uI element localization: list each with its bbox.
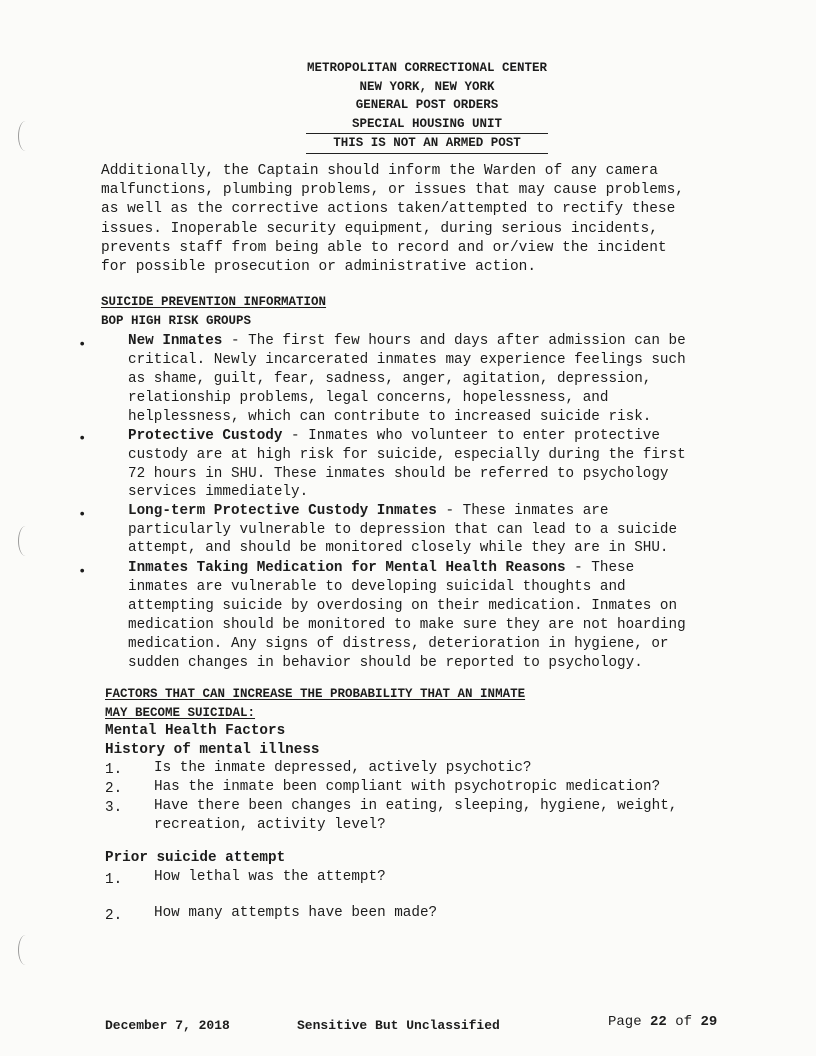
suicide-prevention-heading: SUICIDE PREVENTION INFORMATION: [101, 295, 327, 309]
risk-text-line: relationship problems, legal concerns, hopelessness, and: [128, 390, 609, 406]
punch-hole-mark: [18, 121, 33, 151]
risk-term: Protective Custody: [128, 428, 283, 444]
risk-text: - Inmates who volunteer to enter protective: [282, 428, 660, 444]
punch-hole-mark: [18, 935, 33, 965]
high-risk-groups-heading: BOP HIGH RISK GROUPS: [101, 314, 252, 328]
risk-item-new-inmates: [128, 333, 686, 349]
risk-term: New Inmates: [128, 333, 223, 349]
risk-text-line: medication. Any signs of distress, deterioration in hygiene, or: [128, 636, 669, 652]
question-number: 3.: [105, 800, 123, 816]
paragraph-line: Additionally, the Captain should inform the Warden of any camera: [101, 163, 658, 179]
risk-text-line: custody are at high risk for suicide, especially during the first: [128, 447, 686, 463]
risk-text-line: medication should be monitored to make sure they are not hoarding: [128, 617, 686, 633]
history-question: Have there been changes in eating, sleeping, hygiene, weight,: [154, 798, 678, 814]
bullet-marker: •: [78, 564, 87, 580]
paragraph-line: for possible prosecution or administrative action.: [101, 259, 537, 276]
header-rule: [306, 153, 548, 154]
risk-text-line: critical. Newly incarcerated inmates may experience feelings such: [128, 352, 686, 368]
paragraph-line: prevents staff from being able to record and or/view the incident: [101, 239, 667, 256]
header-line-facility: METROPOLITAN CORRECTIONAL CENTER: [306, 61, 548, 75]
risk-text-line: inmates are vulnerable to developing suicidal thoughts and: [128, 579, 626, 595]
footer-date: December 7, 2018: [105, 1018, 230, 1033]
question-number: 1.: [105, 762, 123, 778]
history-question-continued: recreation, activity level?: [154, 817, 386, 833]
page-prefix: Page: [608, 1014, 651, 1030]
risk-text-line: attempt, and should be monitored closely while they are in SHU.: [128, 540, 669, 556]
mental-health-factors-heading: Mental Health Factors: [105, 723, 286, 739]
risk-text-line: as shame, guilt, fear, sadness, anger, agitation, depression,: [128, 371, 652, 387]
prior-suicide-attempt-heading: Prior suicide attempt: [105, 850, 286, 866]
risk-text: - These: [565, 560, 635, 576]
prior-attempt-question: How many attempts have been made?: [154, 905, 438, 921]
paragraph-line: malfunctions, plumbing problems, or issues that may cause problems,: [101, 182, 684, 199]
risk-text: - The first few hours and days after admission can be: [222, 333, 686, 349]
punch-hole-mark: [18, 526, 33, 556]
header-line-location: NEW YORK, NEW YORK: [359, 79, 495, 94]
header-line-post-type: THIS IS NOT AN ARMED POST: [333, 136, 521, 150]
document-header: [200, 59, 654, 154]
prior-attempt-question: How lethal was the attempt?: [154, 869, 386, 885]
page-current: 22: [650, 1014, 667, 1030]
history-question: Has the inmate been compliant with psychotropic medication?: [154, 779, 661, 795]
question-number: 2.: [105, 908, 123, 924]
risk-text: - These inmates are: [436, 503, 609, 519]
intro-paragraph: [101, 162, 761, 277]
bullet-marker: •: [78, 507, 87, 523]
risk-term: Long-term Protective Custody Inmates: [128, 503, 437, 519]
header-line-orders: GENERAL POST ORDERS: [355, 98, 499, 112]
factors-heading: FACTORS THAT CAN INCREASE THE PROBABILITY THAT AN INMATE: [105, 687, 526, 701]
factors-heading-line2: MAY BECOME SUICIDAL:: [105, 706, 256, 720]
bullet-marker: •: [78, 431, 87, 447]
risk-text-line: services immediately.: [128, 484, 309, 500]
history-mental-illness-heading: History of mental illness: [105, 742, 320, 758]
bullet-marker: •: [78, 337, 87, 353]
question-number: 2.: [105, 781, 123, 797]
risk-item-medication: [128, 560, 634, 576]
risk-text-line: attempting suicide by overdosing on their medication. Inmates on: [128, 598, 678, 614]
risk-term: Inmates Taking Medication for Mental Health Reasons: [128, 560, 566, 576]
footer-classification: Sensitive But Unclassified: [297, 1018, 500, 1033]
header-line-unit: SPECIAL HOUSING UNIT: [351, 116, 503, 131]
risk-text-line: helplessness, which can contribute to increased suicide risk.: [128, 409, 652, 425]
paragraph-line: as well as the corrective actions taken/attempted to rectify these: [101, 201, 676, 218]
risk-text-line: particularly vulnerable to depression that can lead to a suicide: [128, 522, 678, 538]
footer-page-number: [608, 1014, 717, 1030]
question-number: 1.: [105, 872, 123, 888]
paragraph-line: issues. Inoperable security equipment, during serious incidents,: [101, 220, 658, 237]
page-total: 29: [700, 1014, 718, 1030]
risk-item-long-term-pc: [128, 503, 608, 519]
page-of: of: [666, 1014, 701, 1030]
risk-text-line: 72 hours in SHU. These inmates should be referred to psychology: [128, 466, 669, 482]
risk-item-protective-custody: [128, 428, 660, 444]
risk-text-line: sudden changes in behavior should be reported to psychology.: [128, 655, 643, 671]
history-question: Is the inmate depressed, actively psychotic?: [154, 760, 532, 776]
